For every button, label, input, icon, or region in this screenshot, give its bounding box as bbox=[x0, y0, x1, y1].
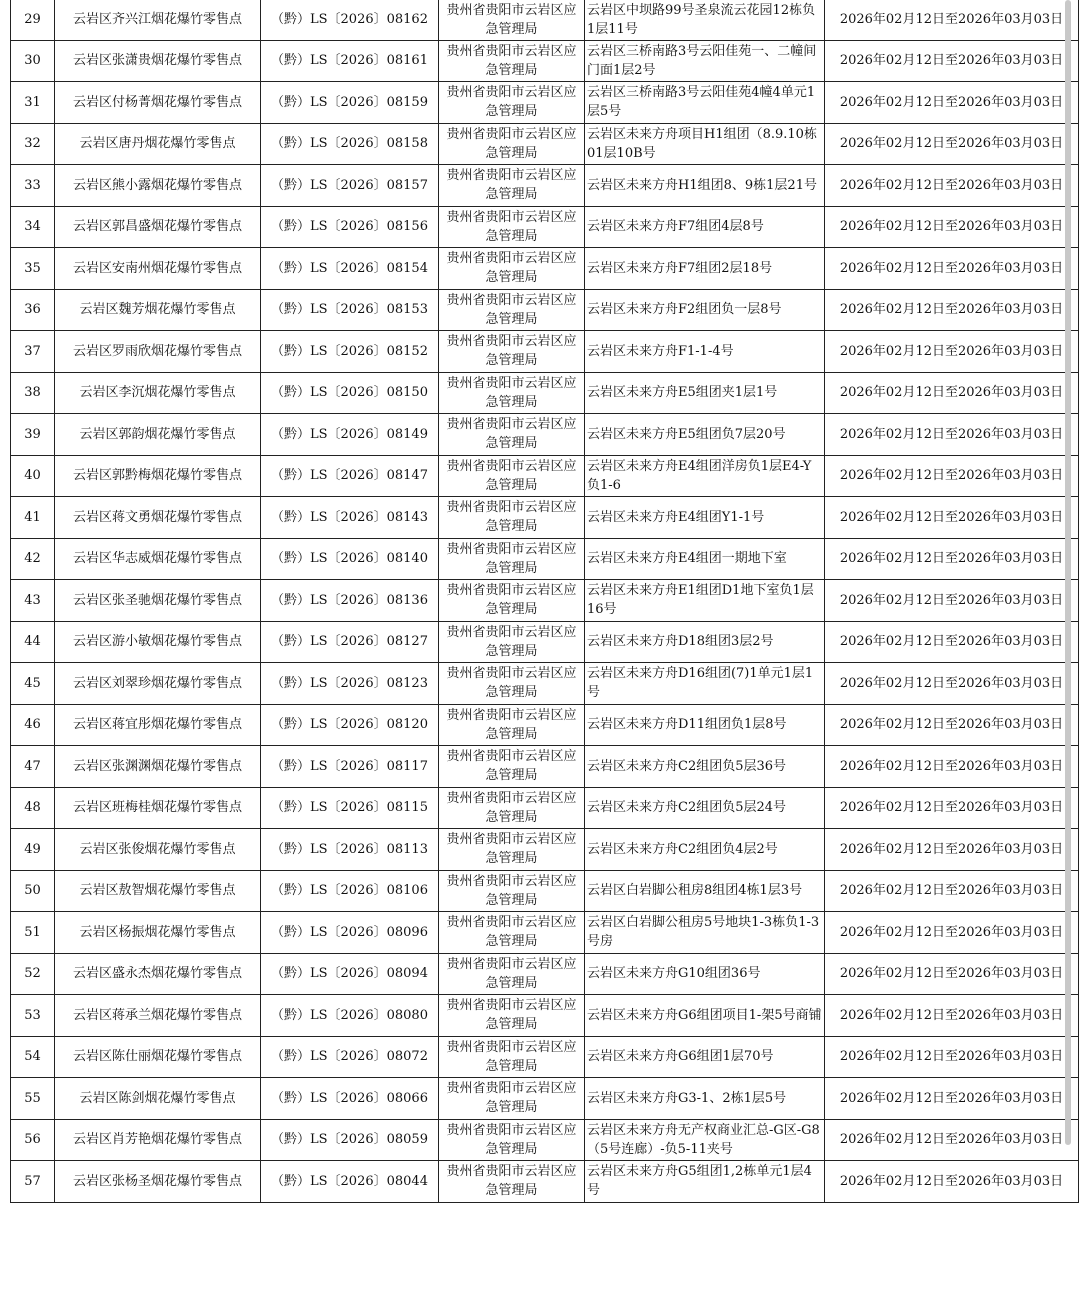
retailer-name-cell: 云岩区盛永杰烟花爆竹零售点 bbox=[55, 953, 261, 995]
row-number-cell: 51 bbox=[11, 912, 55, 954]
validity-period-cell: 2026年02月12日至2026年03月03日 bbox=[825, 372, 1079, 414]
table-row bbox=[11, 206, 1079, 248]
table-row bbox=[11, 455, 1079, 497]
row-number-cell: 29 bbox=[11, 0, 55, 40]
issuing-authority-cell: 贵州省贵阳市云岩区应急管理局 bbox=[439, 1161, 585, 1203]
retailer-name-cell: 云岩区张潇贵烟花爆竹零售点 bbox=[55, 40, 261, 82]
address-cell: 云岩区未来方舟E4组团一期地下室 bbox=[585, 538, 825, 580]
issuing-authority-cell: 贵州省贵阳市云岩区应急管理局 bbox=[439, 40, 585, 82]
license-number-cell: （黔）LS〔2026〕08159 bbox=[261, 82, 439, 124]
table-row bbox=[11, 663, 1079, 705]
validity-period-cell: 2026年02月12日至2026年03月03日 bbox=[825, 414, 1079, 456]
issuing-authority-cell: 贵州省贵阳市云岩区应急管理局 bbox=[439, 414, 585, 456]
issuing-authority-cell: 贵州省贵阳市云岩区应急管理局 bbox=[439, 331, 585, 373]
retailer-name-cell: 云岩区郭黔梅烟花爆竹零售点 bbox=[55, 455, 261, 497]
retailer-name-cell: 云岩区张杨圣烟花爆竹零售点 bbox=[55, 1161, 261, 1203]
row-number-cell: 33 bbox=[11, 165, 55, 207]
validity-period-cell: 2026年02月12日至2026年03月03日 bbox=[825, 621, 1079, 663]
table-row bbox=[11, 165, 1079, 207]
retailer-name-cell: 云岩区陈剑烟花爆竹零售点 bbox=[55, 1078, 261, 1120]
table-body bbox=[11, 0, 1079, 1202]
validity-period-cell: 2026年02月12日至2026年03月03日 bbox=[825, 663, 1079, 705]
retailer-name-cell: 云岩区张渊渊烟花爆竹零售点 bbox=[55, 746, 261, 788]
row-number-cell: 41 bbox=[11, 497, 55, 539]
license-number-cell: （黔）LS〔2026〕08123 bbox=[261, 663, 439, 705]
retailer-name-cell: 云岩区郭韵烟花爆竹零售点 bbox=[55, 414, 261, 456]
license-number-cell: （黔）LS〔2026〕08115 bbox=[261, 787, 439, 829]
license-table bbox=[10, 0, 1079, 1203]
table-row bbox=[11, 1036, 1079, 1078]
table-row bbox=[11, 40, 1079, 82]
retailer-name-cell: 云岩区杨振烟花爆竹零售点 bbox=[55, 912, 261, 954]
validity-period-cell: 2026年02月12日至2026年03月03日 bbox=[825, 331, 1079, 373]
validity-period-cell: 2026年02月12日至2026年03月03日 bbox=[825, 912, 1079, 954]
retailer-name-cell: 云岩区郭昌盛烟花爆竹零售点 bbox=[55, 206, 261, 248]
issuing-authority-cell: 贵州省贵阳市云岩区应急管理局 bbox=[439, 123, 585, 165]
row-number-cell: 53 bbox=[11, 995, 55, 1037]
address-cell: 云岩区未来方舟D11组团负1层8号 bbox=[585, 704, 825, 746]
issuing-authority-cell: 贵州省贵阳市云岩区应急管理局 bbox=[439, 82, 585, 124]
retailer-name-cell: 云岩区游小敏烟花爆竹零售点 bbox=[55, 621, 261, 663]
row-number-cell: 34 bbox=[11, 206, 55, 248]
license-number-cell: （黔）LS〔2026〕08158 bbox=[261, 123, 439, 165]
row-number-cell: 54 bbox=[11, 1036, 55, 1078]
table-row bbox=[11, 372, 1079, 414]
retailer-name-cell: 云岩区蒋承兰烟花爆竹零售点 bbox=[55, 995, 261, 1037]
row-number-cell: 50 bbox=[11, 870, 55, 912]
validity-period-cell: 2026年02月12日至2026年03月03日 bbox=[825, 289, 1079, 331]
table-row bbox=[11, 746, 1079, 788]
address-cell: 云岩区三桥南路3号云阳佳苑4幢4单元1层5号 bbox=[585, 82, 825, 124]
validity-period-cell: 2026年02月12日至2026年03月03日 bbox=[825, 746, 1079, 788]
row-number-cell: 42 bbox=[11, 538, 55, 580]
retailer-name-cell: 云岩区付杨菁烟花爆竹零售点 bbox=[55, 82, 261, 124]
issuing-authority-cell: 贵州省贵阳市云岩区应急管理局 bbox=[439, 829, 585, 871]
issuing-authority-cell: 贵州省贵阳市云岩区应急管理局 bbox=[439, 248, 585, 290]
table-row bbox=[11, 870, 1079, 912]
retailer-name-cell: 云岩区肖芳艳烟花爆竹零售点 bbox=[55, 1119, 261, 1161]
address-cell: 云岩区白岩脚公租房8组团4栋1层3号 bbox=[585, 870, 825, 912]
address-cell: 云岩区未来方舟D18组团3层2号 bbox=[585, 621, 825, 663]
address-cell: 云岩区白岩脚公租房5号地块1-3栋负1-3号房 bbox=[585, 912, 825, 954]
table-row bbox=[11, 912, 1079, 954]
validity-period-cell: 2026年02月12日至2026年03月03日 bbox=[825, 704, 1079, 746]
row-number-cell: 47 bbox=[11, 746, 55, 788]
address-cell: 云岩区未来方舟无产权商业汇总-G区-G8（5号连廊）-负5-11夹号 bbox=[585, 1119, 825, 1161]
license-number-cell: （黔）LS〔2026〕08147 bbox=[261, 455, 439, 497]
license-number-cell: （黔）LS〔2026〕08106 bbox=[261, 870, 439, 912]
validity-period-cell: 2026年02月12日至2026年03月03日 bbox=[825, 538, 1079, 580]
row-number-cell: 35 bbox=[11, 248, 55, 290]
issuing-authority-cell: 贵州省贵阳市云岩区应急管理局 bbox=[439, 206, 585, 248]
issuing-authority-cell: 贵州省贵阳市云岩区应急管理局 bbox=[439, 165, 585, 207]
retailer-name-cell: 云岩区李沉烟花爆竹零售点 bbox=[55, 372, 261, 414]
row-number-cell: 39 bbox=[11, 414, 55, 456]
retailer-name-cell: 云岩区蒋宜彤烟花爆竹零售点 bbox=[55, 704, 261, 746]
address-cell: 云岩区未来方舟项目H1组团（8.9.10栋01层10B号 bbox=[585, 123, 825, 165]
license-number-cell: （黔）LS〔2026〕08157 bbox=[261, 165, 439, 207]
retailer-name-cell: 云岩区魏芳烟花爆竹零售点 bbox=[55, 289, 261, 331]
table-row bbox=[11, 248, 1079, 290]
address-cell: 云岩区未来方舟E4组团洋房负1层E4-Y负1-6 bbox=[585, 455, 825, 497]
issuing-authority-cell: 贵州省贵阳市云岩区应急管理局 bbox=[439, 0, 585, 40]
validity-period-cell: 2026年02月12日至2026年03月03日 bbox=[825, 787, 1079, 829]
license-number-cell: （黔）LS〔2026〕08117 bbox=[261, 746, 439, 788]
row-number-cell: 43 bbox=[11, 580, 55, 622]
address-cell: 云岩区未来方舟E5组团负7层20号 bbox=[585, 414, 825, 456]
issuing-authority-cell: 贵州省贵阳市云岩区应急管理局 bbox=[439, 497, 585, 539]
license-number-cell: （黔）LS〔2026〕08096 bbox=[261, 912, 439, 954]
license-number-cell: （黔）LS〔2026〕08140 bbox=[261, 538, 439, 580]
license-number-cell: （黔）LS〔2026〕08156 bbox=[261, 206, 439, 248]
table-row bbox=[11, 1078, 1079, 1120]
license-number-cell: （黔）LS〔2026〕08044 bbox=[261, 1161, 439, 1203]
retailer-name-cell: 云岩区罗雨欣烟花爆竹零售点 bbox=[55, 331, 261, 373]
address-cell: 云岩区未来方舟F2组团负一层8号 bbox=[585, 289, 825, 331]
address-cell: 云岩区未来方舟D16组团(7)1单元1层1号 bbox=[585, 663, 825, 705]
license-number-cell: （黔）LS〔2026〕08152 bbox=[261, 331, 439, 373]
retailer-name-cell: 云岩区熊小露烟花爆竹零售点 bbox=[55, 165, 261, 207]
row-number-cell: 40 bbox=[11, 455, 55, 497]
license-number-cell: （黔）LS〔2026〕08153 bbox=[261, 289, 439, 331]
row-number-cell: 55 bbox=[11, 1078, 55, 1120]
address-cell: 云岩区未来方舟F7组团4层8号 bbox=[585, 206, 825, 248]
row-number-cell: 52 bbox=[11, 953, 55, 995]
address-cell: 云岩区三桥南路3号云阳佳苑一、二幢间门面1层2号 bbox=[585, 40, 825, 82]
retailer-name-cell: 云岩区班梅桂烟花爆竹零售点 bbox=[55, 787, 261, 829]
row-number-cell: 45 bbox=[11, 663, 55, 705]
validity-period-cell: 2026年02月12日至2026年03月03日 bbox=[825, 455, 1079, 497]
validity-period-cell: 2026年02月12日至2026年03月03日 bbox=[825, 580, 1079, 622]
address-cell: 云岩区未来方舟E1组团D1地下室负1层16号 bbox=[585, 580, 825, 622]
license-number-cell: （黔）LS〔2026〕08149 bbox=[261, 414, 439, 456]
issuing-authority-cell: 贵州省贵阳市云岩区应急管理局 bbox=[439, 746, 585, 788]
issuing-authority-cell: 贵州省贵阳市云岩区应急管理局 bbox=[439, 538, 585, 580]
license-number-cell: （黔）LS〔2026〕08080 bbox=[261, 995, 439, 1037]
validity-period-cell: 2026年02月12日至2026年03月03日 bbox=[825, 497, 1079, 539]
issuing-authority-cell: 贵州省贵阳市云岩区应急管理局 bbox=[439, 1036, 585, 1078]
retailer-name-cell: 云岩区张俊烟花爆竹零售点 bbox=[55, 829, 261, 871]
retailer-name-cell: 云岩区蒋文勇烟花爆竹零售点 bbox=[55, 497, 261, 539]
validity-period-cell: 2026年02月12日至2026年03月03日 bbox=[825, 1119, 1079, 1161]
issuing-authority-cell: 贵州省贵阳市云岩区应急管理局 bbox=[439, 455, 585, 497]
license-number-cell: （黔）LS〔2026〕08127 bbox=[261, 621, 439, 663]
address-cell: 云岩区未来方舟G5组团1,2栋单元1层4号 bbox=[585, 1161, 825, 1203]
issuing-authority-cell: 贵州省贵阳市云岩区应急管理局 bbox=[439, 580, 585, 622]
issuing-authority-cell: 贵州省贵阳市云岩区应急管理局 bbox=[439, 704, 585, 746]
validity-period-cell: 2026年02月12日至2026年03月03日 bbox=[825, 1161, 1079, 1203]
license-number-cell: （黔）LS〔2026〕08113 bbox=[261, 829, 439, 871]
table-row bbox=[11, 953, 1079, 995]
issuing-authority-cell: 贵州省贵阳市云岩区应急管理局 bbox=[439, 621, 585, 663]
table-row bbox=[11, 289, 1079, 331]
retailer-name-cell: 云岩区齐兴江烟花爆竹零售点 bbox=[55, 0, 261, 40]
address-cell: 云岩区未来方舟E4组团Y1-1号 bbox=[585, 497, 825, 539]
row-number-cell: 31 bbox=[11, 82, 55, 124]
issuing-authority-cell: 贵州省贵阳市云岩区应急管理局 bbox=[439, 953, 585, 995]
row-number-cell: 56 bbox=[11, 1119, 55, 1161]
table-row bbox=[11, 331, 1079, 373]
validity-period-cell: 2026年02月12日至2026年03月03日 bbox=[825, 165, 1079, 207]
issuing-authority-cell: 贵州省贵阳市云岩区应急管理局 bbox=[439, 995, 585, 1037]
address-cell: 云岩区未来方舟G6组团项目1-架5号商铺 bbox=[585, 995, 825, 1037]
address-cell: 云岩区未来方舟E5组团夹1层1号 bbox=[585, 372, 825, 414]
address-cell: 云岩区未来方舟G10组团36号 bbox=[585, 953, 825, 995]
table-row bbox=[11, 538, 1079, 580]
license-number-cell: （黔）LS〔2026〕08066 bbox=[261, 1078, 439, 1120]
validity-period-cell: 2026年02月12日至2026年03月03日 bbox=[825, 829, 1079, 871]
table-row bbox=[11, 621, 1079, 663]
issuing-authority-cell: 贵州省贵阳市云岩区应急管理局 bbox=[439, 372, 585, 414]
address-cell: 云岩区未来方舟C2组团负5层36号 bbox=[585, 746, 825, 788]
license-number-cell: （黔）LS〔2026〕08154 bbox=[261, 248, 439, 290]
license-number-cell: （黔）LS〔2026〕08150 bbox=[261, 372, 439, 414]
table-row bbox=[11, 704, 1079, 746]
table-row bbox=[11, 82, 1079, 124]
table-row bbox=[11, 123, 1079, 165]
table-row bbox=[11, 497, 1079, 539]
row-number-cell: 44 bbox=[11, 621, 55, 663]
issuing-authority-cell: 贵州省贵阳市云岩区应急管理局 bbox=[439, 289, 585, 331]
validity-period-cell: 2026年02月12日至2026年03月03日 bbox=[825, 82, 1079, 124]
issuing-authority-cell: 贵州省贵阳市云岩区应急管理局 bbox=[439, 1078, 585, 1120]
issuing-authority-cell: 贵州省贵阳市云岩区应急管理局 bbox=[439, 663, 585, 705]
validity-period-cell: 2026年02月12日至2026年03月03日 bbox=[825, 995, 1079, 1037]
address-cell: 云岩区未来方舟C2组团负4层2号 bbox=[585, 829, 825, 871]
retailer-name-cell: 云岩区陈仕丽烟花爆竹零售点 bbox=[55, 1036, 261, 1078]
address-cell: 云岩区未来方舟G3-1、2栋1层5号 bbox=[585, 1078, 825, 1120]
address-cell: 云岩区未来方舟G6组团1层70号 bbox=[585, 1036, 825, 1078]
row-number-cell: 32 bbox=[11, 123, 55, 165]
vertical-scrollbar[interactable] bbox=[1065, 0, 1071, 1145]
license-number-cell: （黔）LS〔2026〕08143 bbox=[261, 497, 439, 539]
address-cell: 云岩区未来方舟H1组团8、9栋1层21号 bbox=[585, 165, 825, 207]
issuing-authority-cell: 贵州省贵阳市云岩区应急管理局 bbox=[439, 870, 585, 912]
retailer-name-cell: 云岩区刘翠珍烟花爆竹零售点 bbox=[55, 663, 261, 705]
row-number-cell: 46 bbox=[11, 704, 55, 746]
table-row bbox=[11, 414, 1079, 456]
retailer-name-cell: 云岩区张圣驰烟花爆竹零售点 bbox=[55, 580, 261, 622]
table-row bbox=[11, 787, 1079, 829]
table-row bbox=[11, 0, 1079, 40]
row-number-cell: 30 bbox=[11, 40, 55, 82]
row-number-cell: 57 bbox=[11, 1161, 55, 1203]
license-number-cell: （黔）LS〔2026〕08072 bbox=[261, 1036, 439, 1078]
validity-period-cell: 2026年02月12日至2026年03月03日 bbox=[825, 0, 1079, 40]
validity-period-cell: 2026年02月12日至2026年03月03日 bbox=[825, 1078, 1079, 1120]
license-number-cell: （黔）LS〔2026〕08059 bbox=[261, 1119, 439, 1161]
license-number-cell: （黔）LS〔2026〕08120 bbox=[261, 704, 439, 746]
license-number-cell: （黔）LS〔2026〕08162 bbox=[261, 0, 439, 40]
retailer-name-cell: 云岩区安南州烟花爆竹零售点 bbox=[55, 248, 261, 290]
validity-period-cell: 2026年02月12日至2026年03月03日 bbox=[825, 123, 1079, 165]
row-number-cell: 37 bbox=[11, 331, 55, 373]
address-cell: 云岩区未来方舟F7组团2层18号 bbox=[585, 248, 825, 290]
license-number-cell: （黔）LS〔2026〕08136 bbox=[261, 580, 439, 622]
issuing-authority-cell: 贵州省贵阳市云岩区应急管理局 bbox=[439, 787, 585, 829]
issuing-authority-cell: 贵州省贵阳市云岩区应急管理局 bbox=[439, 1119, 585, 1161]
retailer-name-cell: 云岩区唐丹烟花爆竹零售点 bbox=[55, 123, 261, 165]
validity-period-cell: 2026年02月12日至2026年03月03日 bbox=[825, 870, 1079, 912]
validity-period-cell: 2026年02月12日至2026年03月03日 bbox=[825, 953, 1079, 995]
license-number-cell: （黔）LS〔2026〕08161 bbox=[261, 40, 439, 82]
row-number-cell: 49 bbox=[11, 829, 55, 871]
validity-period-cell: 2026年02月12日至2026年03月03日 bbox=[825, 40, 1079, 82]
license-number-cell: （黔）LS〔2026〕08094 bbox=[261, 953, 439, 995]
table-row bbox=[11, 1161, 1079, 1203]
table-row bbox=[11, 580, 1079, 622]
table-row bbox=[11, 995, 1079, 1037]
validity-period-cell: 2026年02月12日至2026年03月03日 bbox=[825, 1036, 1079, 1078]
retailer-name-cell: 云岩区华志威烟花爆竹零售点 bbox=[55, 538, 261, 580]
issuing-authority-cell: 贵州省贵阳市云岩区应急管理局 bbox=[439, 912, 585, 954]
table-row bbox=[11, 829, 1079, 871]
validity-period-cell: 2026年02月12日至2026年03月03日 bbox=[825, 248, 1079, 290]
table-row bbox=[11, 1119, 1079, 1161]
address-cell: 云岩区中坝路99号圣泉流云花园12栋负1层11号 bbox=[585, 0, 825, 40]
validity-period-cell: 2026年02月12日至2026年03月03日 bbox=[825, 206, 1079, 248]
row-number-cell: 38 bbox=[11, 372, 55, 414]
address-cell: 云岩区未来方舟F1-1-4号 bbox=[585, 331, 825, 373]
address-cell: 云岩区未来方舟C2组团负5层24号 bbox=[585, 787, 825, 829]
row-number-cell: 48 bbox=[11, 787, 55, 829]
row-number-cell: 36 bbox=[11, 289, 55, 331]
retailer-name-cell: 云岩区敖智烟花爆竹零售点 bbox=[55, 870, 261, 912]
